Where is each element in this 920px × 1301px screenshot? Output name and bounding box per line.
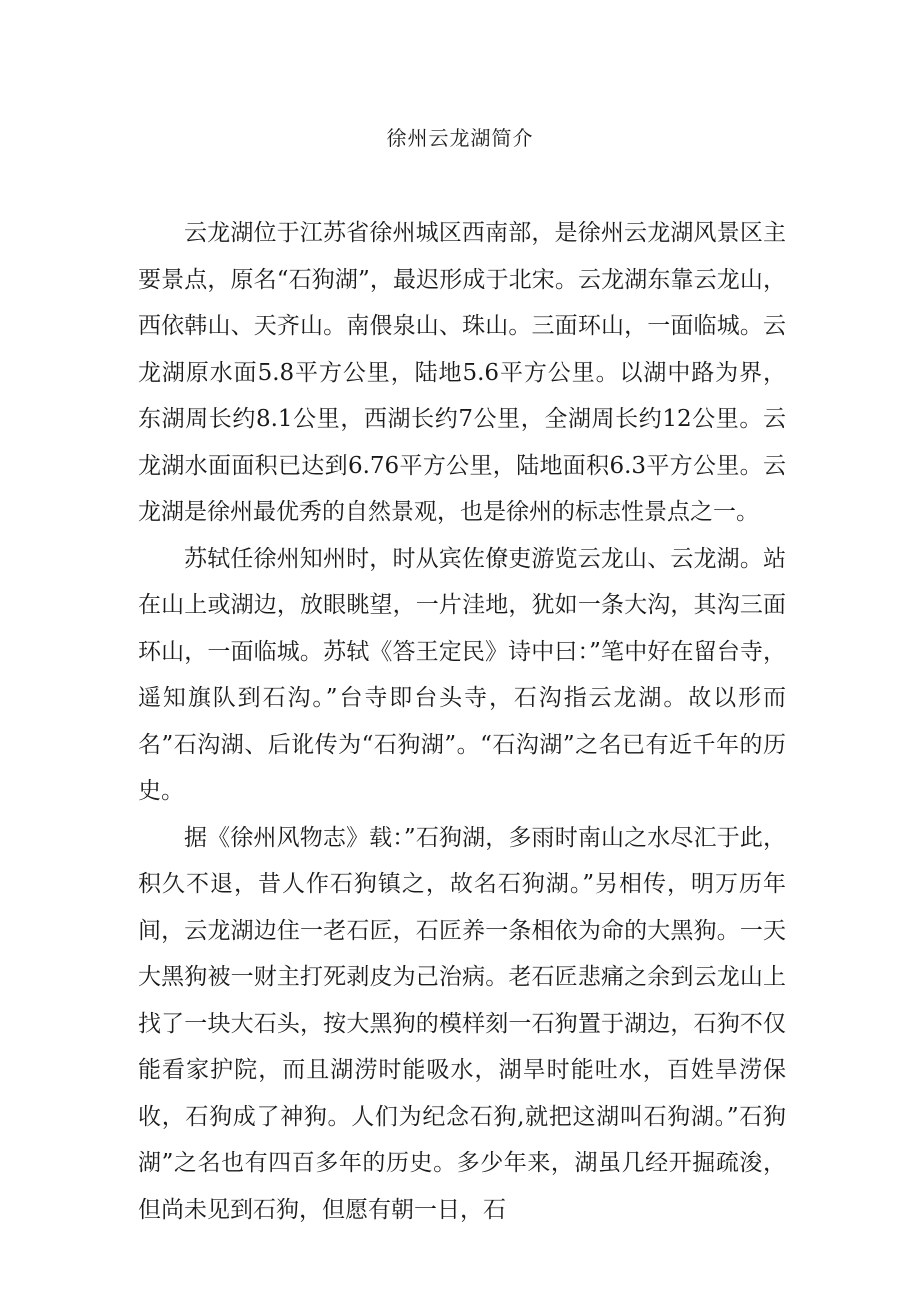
paragraph-intro: 云龙湖位于江苏省徐州城区西南部，是徐州云龙湖风景区主要景点，原名“石狗湖”，最迟形成于北宋。云龙湖东靠云龙山，西依韩山、天齐山。南偎泉山、珠山。三面环山，一面临城。云龙湖原水面5.8平方公里，陆地5.6平方公里。以湖中路为界，东湖周长约8.1公里，西湖长约7公里，全湖周长约12公里。云龙湖水面面积已达到6.76平方公里，陆地面积6.3平方公里。云龙湖是徐州最优秀的自然景观，也是徐州的标志性景点之一。	[138, 220, 786, 525]
paragraph-legend: 据《徐州风物志》载：”石狗湖，多雨时南山之水尽汇于此，积久不退，昔人作石狗镇之，故名石狗湖。”另相传，明万历年间，云龙湖边住一老石匠，石匠养一条相依为命的大黑狗。一天大黑狗被一财主打死剥皮为己治病。老石匠悲痛之余到云龙山上找了一块大石头，按大黑狗的模样刻一石狗置于湖边，石狗不仅能看家护院，而且湖涝时能吸水，湖旱时能吐水，百姓旱涝保收，石狗成了神狗。人们为纪念石狗,就把这湖叫石狗湖。”石狗湖”之名也有四百多年的历史。多少年来，湖虽几经开掘疏浚，但尚未见到石狗，但愿有朝一日，石	[138, 824, 786, 1223]
document-title: 徐州云龙湖简介	[386, 126, 534, 150]
paragraph-su-shi: 苏轼任徐州知州时，时从宾佐僚吏游览云龙山、云龙湖。站在山上或湖边，放眼眺望，一片洼地，犹如一条大沟，其沟三面环山，一面临城。苏轼《答王定民》诗中曰：”笔中好在留台寺，遥知旗队到石沟。”台寺即台头寺，石沟指云龙湖。故以形而名”石沟湖、后讹传为“石狗湖”。“石沟湖”之名已有近千年的历史。	[138, 545, 786, 804]
document-body	[138, 210, 786, 1233]
